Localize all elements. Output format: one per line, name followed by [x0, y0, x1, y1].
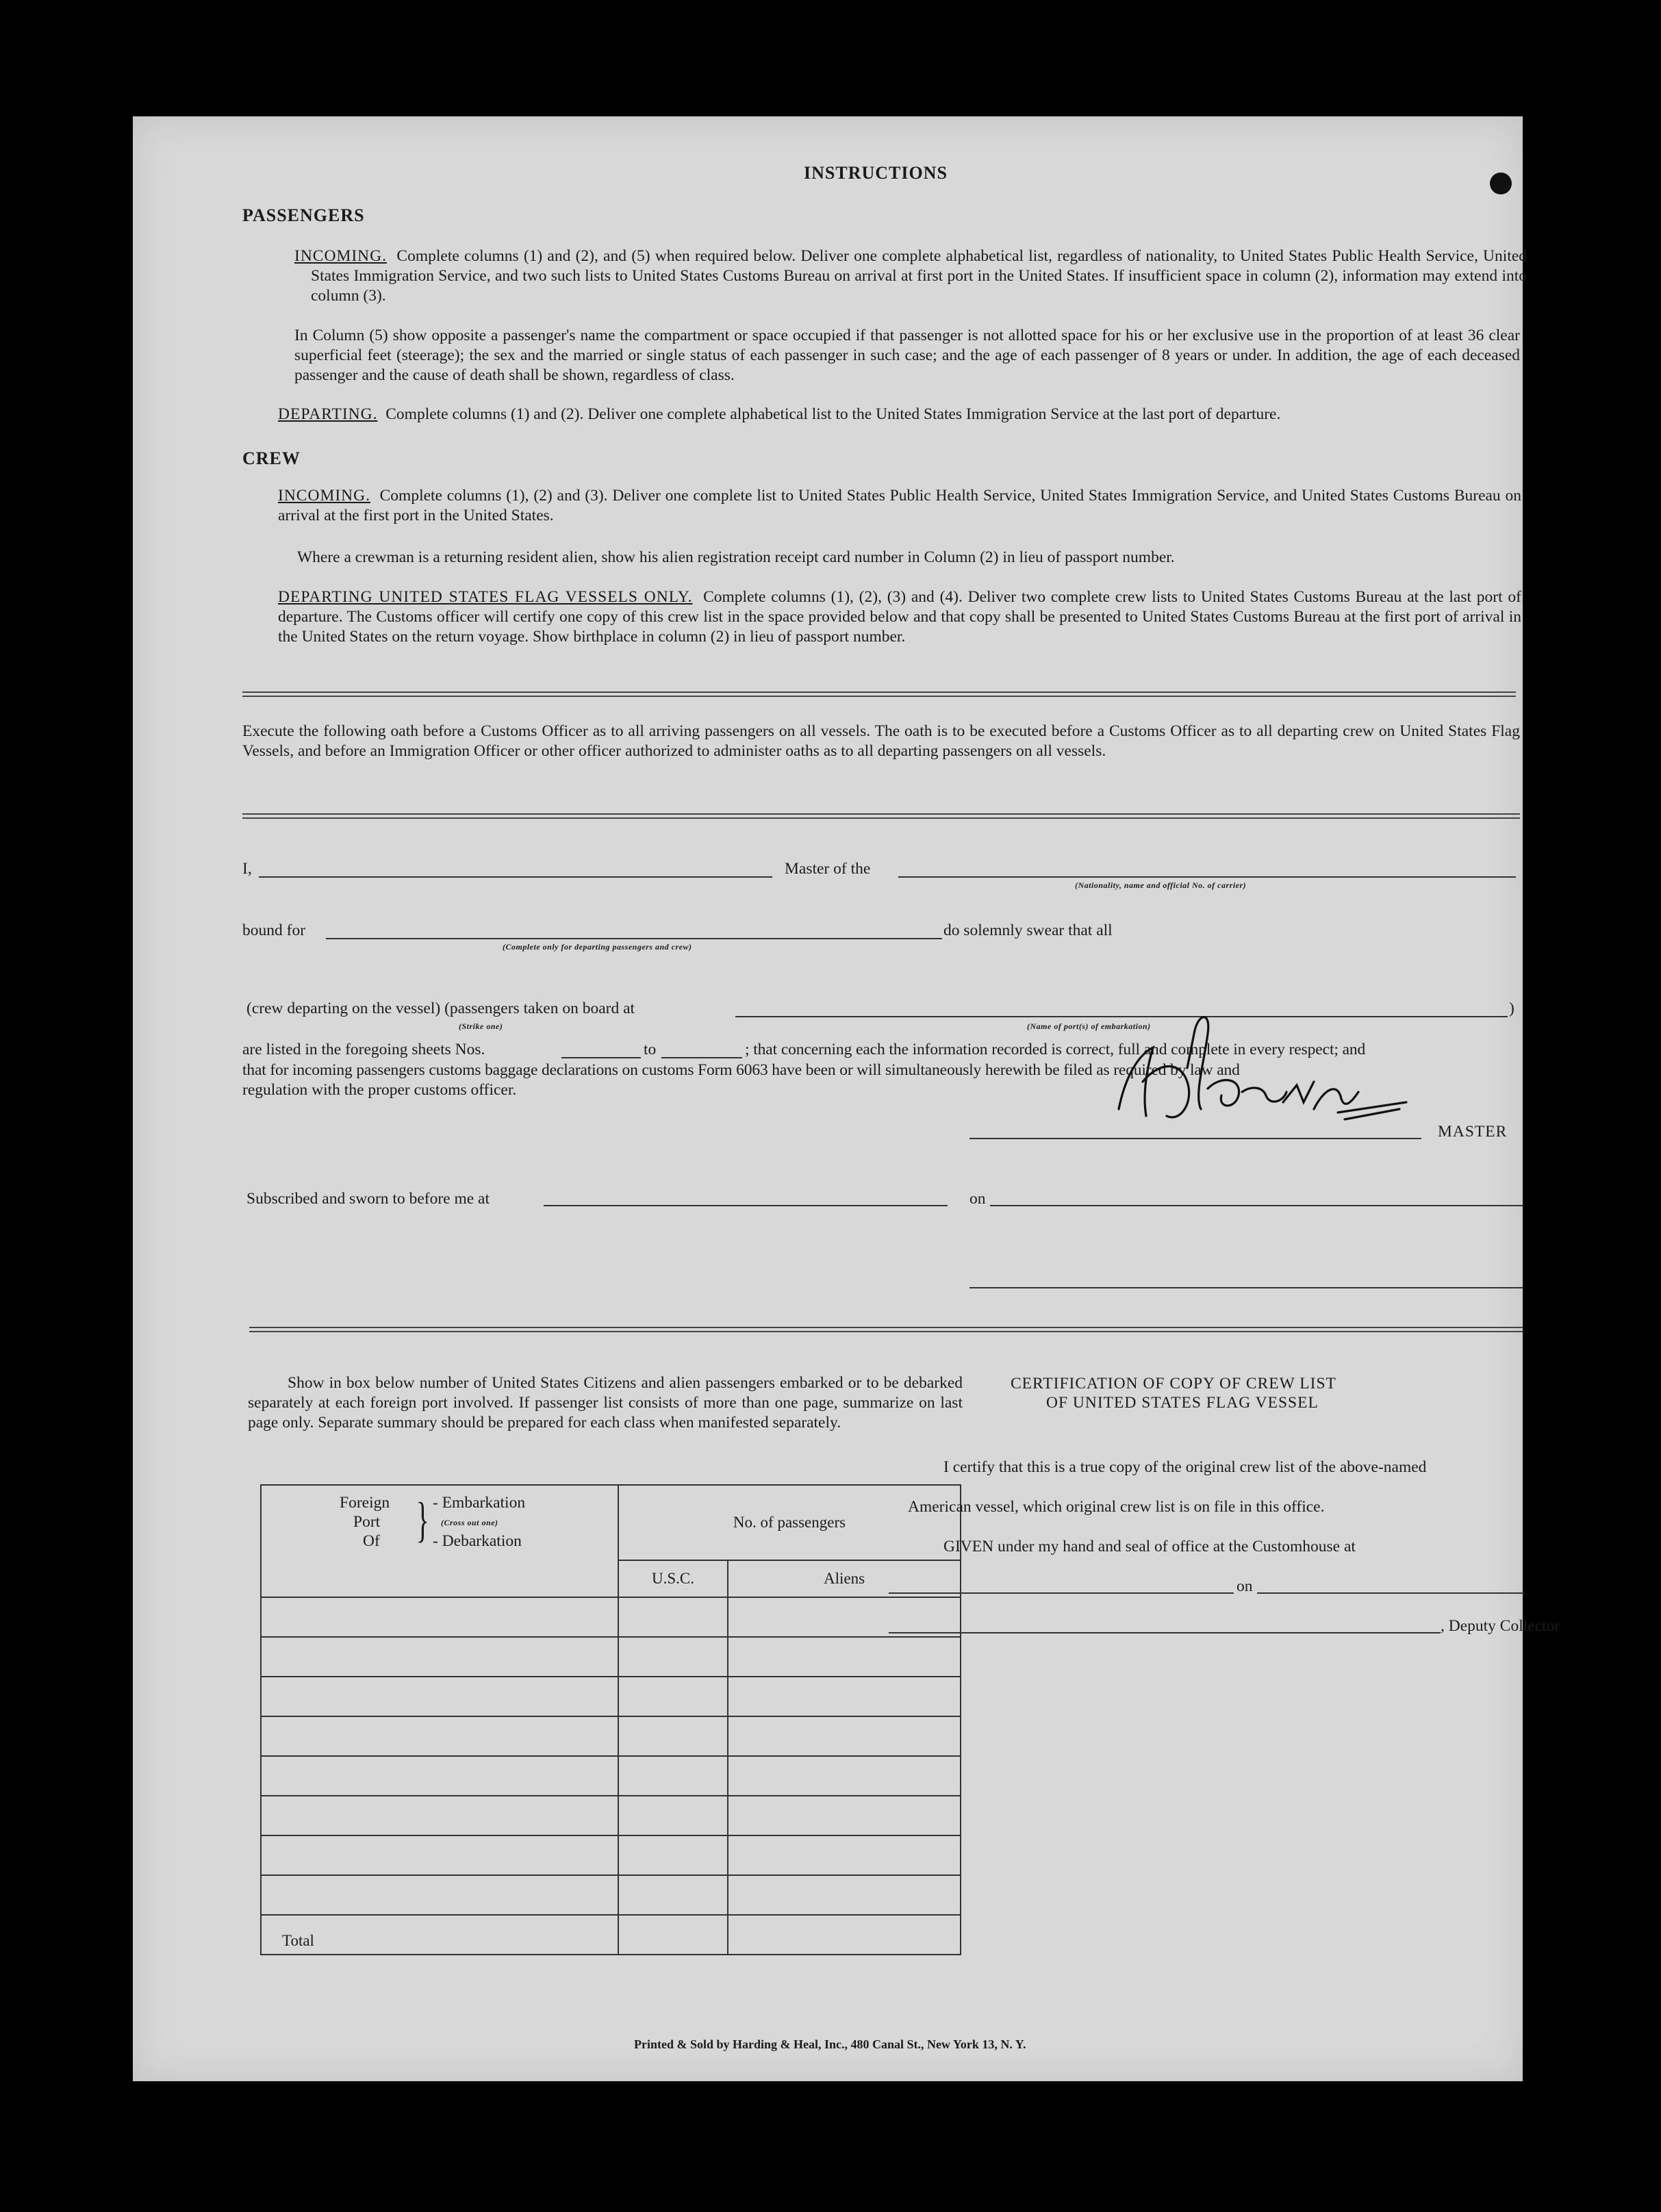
oath-i-label: I, — [242, 860, 252, 878]
usc-cell[interactable] — [618, 1875, 728, 1915]
aliens-cell[interactable] — [728, 1677, 961, 1716]
table-row — [261, 1716, 961, 1756]
usc-cell[interactable] — [618, 1637, 728, 1677]
aliens-cell[interactable] — [728, 1796, 961, 1835]
do-solemnly-label: do solemnly swear that all — [943, 921, 1113, 939]
crew-incoming-paragraph — [278, 486, 1521, 526]
strike-one-caption: (Strike one) — [459, 1021, 503, 1031]
sworn-on-field[interactable] — [990, 1205, 1523, 1206]
usc-cell[interactable] — [618, 1677, 728, 1716]
aliens-cell[interactable] — [728, 1835, 961, 1875]
usc-cell[interactable] — [618, 1716, 728, 1756]
table-row — [261, 1597, 961, 1637]
crew-departing-text: Complete columns (1), (2), (3) and (4). Deliver two complete crew lists to United States Customs Bureau at the last port of departure. The Customs officer will certify one copy of this crew list in the space provided below and that copy shall be presented to United States Customs Bureau at the first port of arrival in the United States on the return voyage. Show birthplace in column (2) in lieu of passport number. — [278, 588, 1522, 646]
passengers-column5-paragraph: In Column (5) show opposite a passenger's name the compartment or space occupied if that passenger is not allotted space for his or her exclusive use in the proportion of at least 36 clear superficial feet (steerage); the sex and the married or single status of each passenger in such case; and the age of each passenger of 8 years or under. In addition, the age of each deceased passenger and the cause of death shall be shown, regardless of class. — [294, 327, 1520, 384]
aliens-cell[interactable] — [728, 1716, 961, 1756]
aliens-total-cell[interactable] — [728, 1915, 961, 1955]
crew-resident-paragraph: Where a crewman is a returning resident alien, show his alien registration receipt card number in Column (2) in lieu of passport number. — [297, 548, 1175, 566]
passengers-departing-text: Complete columns (1) and (2). Deliver one complete alphabetical list to the United States Immigration Service at the last port of departure. — [385, 405, 1281, 423]
port-cell[interactable] — [261, 1597, 618, 1637]
col-port: Port — [353, 1513, 381, 1531]
aliens-label: Aliens — [823, 1570, 865, 1587]
table-row — [261, 1677, 961, 1716]
aliens-header — [728, 1560, 961, 1597]
master-signature-line[interactable] — [969, 1138, 1421, 1139]
table-row — [261, 1756, 961, 1796]
certification-heading-2: OF UNITED STATES FLAG VESSEL — [1046, 1394, 1319, 1412]
sheet-from-field[interactable] — [561, 1057, 641, 1058]
bound-for-field[interactable] — [326, 938, 942, 939]
usc-label: U.S.C. — [652, 1570, 694, 1587]
oath-intro: Execute the following oath before a Customs Officer as to all arriving passengers on all vessels. The oath is to be executed before a Customs Officer as to all departing crew on United States Flag Vessels, and before an Immigration Officer or other officer authorized to administer oaths as to all departing passengers on all vessels. — [242, 722, 1520, 760]
nationality-caption: (Nationality, name and official No. of carrier) — [1075, 880, 1247, 890]
passengers-incoming-label: INCOMING. — [294, 247, 387, 265]
listed-label-1: are listed in the foregoing sheets Nos. — [242, 1041, 485, 1058]
usc-header — [618, 1560, 728, 1597]
passengers-incoming-text: Complete columns (1) and (2), and (5) when required below. Deliver one complete alphabetical list, regardless of nationality, to United States Public Health Service, United States Immigration Service, and two such lists to United States Customs Bureau on arrival at first port in the United States. If insufficient space in column (2), information may extend into column (3). — [311, 247, 1527, 305]
certification-date-field[interactable] — [1257, 1592, 1524, 1594]
aliens-cell[interactable] — [728, 1875, 961, 1915]
bound-for-label: bound for — [242, 921, 306, 939]
total-label: Total — [282, 1932, 314, 1949]
col-foreign: Foreign — [340, 1494, 390, 1512]
embarkation-label: - Embarkation — [433, 1494, 526, 1512]
listed-label-4: regulation with the proper customs officer. — [242, 1081, 517, 1099]
usc-cell[interactable] — [618, 1597, 728, 1637]
cross-out-one-caption: (Cross out one) — [441, 1518, 498, 1527]
port-cell[interactable] — [261, 1756, 618, 1796]
sworn-at-field[interactable] — [544, 1205, 948, 1206]
certification-heading-1: CERTIFICATION OF COPY OF CREW LIST — [1011, 1375, 1336, 1393]
officer-signature-field[interactable] — [969, 1287, 1523, 1288]
master-name-field[interactable] — [259, 876, 772, 878]
port-cell[interactable] — [261, 1875, 618, 1915]
sheet-to-field[interactable] — [661, 1057, 742, 1058]
port-cell[interactable] — [261, 1796, 618, 1835]
col-of: Of — [363, 1532, 380, 1550]
port-cell[interactable] — [261, 1835, 618, 1875]
to-label: to — [644, 1041, 657, 1058]
debarkation-label: - Debarkation — [433, 1532, 522, 1550]
crew-departing-label: DEPARTING UNITED STATES FLAG VESSELS ONLY. — [278, 588, 693, 606]
divider-2 — [242, 813, 1520, 819]
aliens-cell[interactable] — [728, 1637, 961, 1677]
page-title: INSTRUCTIONS — [804, 163, 948, 183]
carrier-field[interactable] — [898, 876, 1516, 878]
passenger-summary-table — [260, 1484, 961, 1955]
certification-text-2: American vessel, which original crew list is on file in this office. — [908, 1498, 1325, 1516]
customhouse-field[interactable] — [889, 1592, 1234, 1594]
master-signature — [1078, 1006, 1420, 1130]
aliens-cell[interactable] — [728, 1597, 961, 1637]
crew-departing-label: (crew departing on the vessel) (passengers taken on board at — [246, 1000, 635, 1017]
printer-footer: Printed & Sold by Harding & Heal, Inc., 480 Canal St., New York 13, N. Y. — [634, 2037, 1026, 2051]
divider-1 — [242, 691, 1516, 697]
table-row — [261, 1637, 961, 1677]
deputy-collector-field[interactable] — [889, 1632, 1441, 1633]
certification-on-label: on — [1237, 1577, 1253, 1595]
sworn-on-label: on — [969, 1190, 986, 1208]
port-header-cell — [261, 1485, 618, 1597]
master-of-the-label: Master of the — [785, 860, 871, 878]
usc-cell[interactable] — [618, 1796, 728, 1835]
complete-only-caption: (Complete only for departing passengers and crew) — [503, 942, 692, 952]
port-cell[interactable] — [261, 1677, 618, 1716]
name-of-ports-caption: (Name of port(s) of embarkation) — [1027, 1021, 1151, 1031]
crew-departing-paragraph — [278, 587, 1521, 647]
no-of-passengers-label: No. of passengers — [733, 1514, 846, 1531]
port-cell[interactable] — [261, 1716, 618, 1756]
passengers-incoming-paragraph — [294, 246, 1527, 306]
crew-heading: CREW — [242, 448, 301, 468]
deputy-collector-label: , Deputy Collector — [1441, 1617, 1560, 1635]
certification-text-3: GIVEN under my hand and seal of office at the Customhouse at — [943, 1538, 1356, 1555]
passengers-departing-label: DEPARTING. — [278, 405, 378, 423]
port-cell[interactable] — [261, 1637, 618, 1677]
no-of-passengers-header — [618, 1485, 961, 1560]
table-row — [261, 1835, 961, 1875]
table-row — [261, 1875, 961, 1915]
total-cell — [261, 1915, 618, 1955]
listed-label-2: ; that concerning each the information recorded is correct, full and complete in every respect; and — [745, 1041, 1366, 1058]
passengers-departing-paragraph — [278, 405, 1521, 424]
certification-text-1: I certify that this is a true copy of the original crew list of the above-named — [943, 1458, 1427, 1476]
usc-cell[interactable] — [618, 1835, 728, 1875]
usc-total-cell[interactable] — [618, 1915, 728, 1955]
subscribed-label: Subscribed and sworn to before me at — [246, 1190, 490, 1208]
close-paren: ) — [1509, 1000, 1514, 1017]
crew-incoming-text: Complete columns (1), (2) and (3). Deliver one complete list to United States Public Health Service, United States Immigration Service, and United States Customs Bureau on arrival at the first port in the United States. — [278, 487, 1521, 524]
divider-3 — [249, 1327, 1523, 1332]
listed-label-3: that for incoming passengers customs baggage declarations on customs Form 6063 have been or will simultaneously herewith be filed as required by law and — [242, 1061, 1240, 1079]
total-row — [261, 1915, 961, 1955]
aliens-cell[interactable] — [728, 1756, 961, 1796]
brace-icon: } — [416, 1492, 429, 1547]
passengers-heading: PASSENGERS — [242, 205, 365, 225]
master-label: MASTER — [1438, 1123, 1508, 1141]
form-page — [133, 116, 1560, 2081]
usc-cell[interactable] — [618, 1756, 728, 1796]
table-row — [261, 1796, 961, 1835]
punch-hole — [1490, 173, 1512, 194]
summary-intro: Show in box below number of United States Citizens and alien passengers embarked or to be debarked separately at each foreign port involved. If passenger list consists of more than one page, summarize on last page only. Separate summary should be prepared for each class when manifested separately. — [248, 1374, 963, 1432]
crew-incoming-label: INCOMING. — [278, 487, 370, 505]
